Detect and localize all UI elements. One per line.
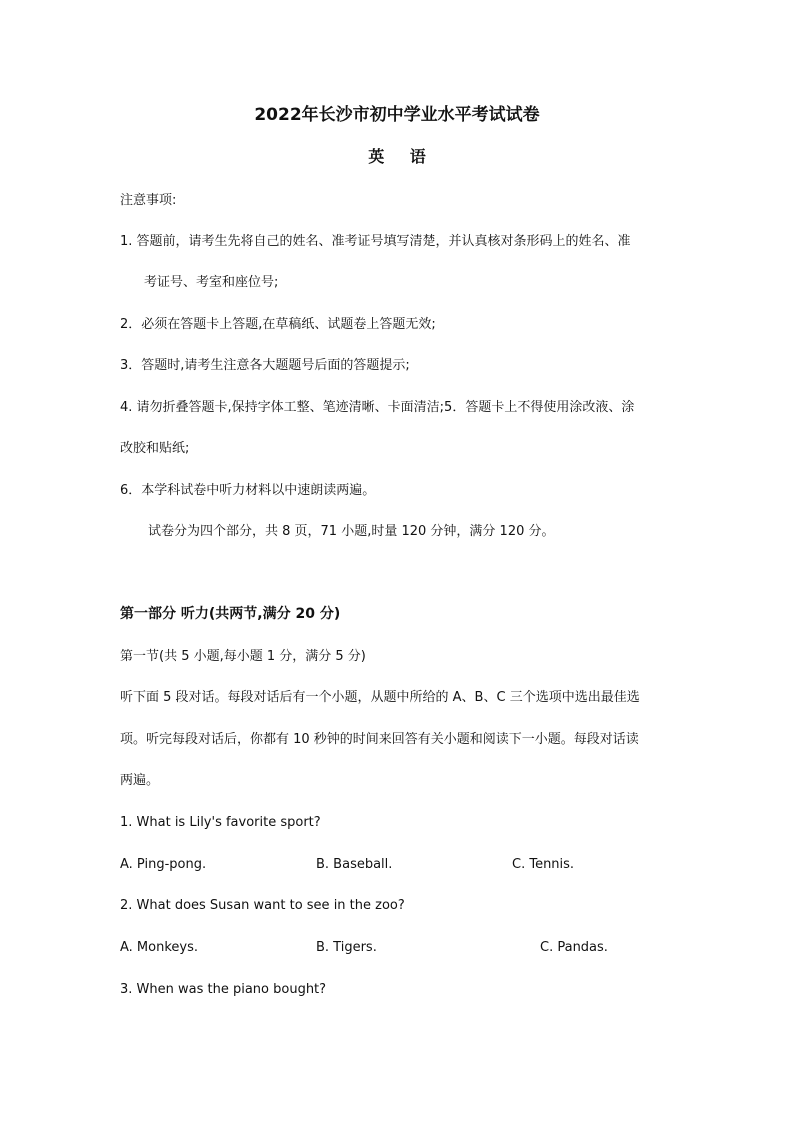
notice-item-4-line-1: 4. 请勿折叠答题卡,保持字体工整、笔迹清晰、卡面清洁;5．答题卡上不得使用涂改液、涂: [120, 400, 635, 415]
part1-instruction-line-1: 听下面 5 段对话。每段对话后有一个小题，从题中所给的 A、B、C 三个选项中选出最佳选: [120, 690, 640, 705]
notice-heading: 注意事项:: [120, 193, 177, 208]
subject-title: 英 语: [368, 147, 436, 166]
part1-heading: 第一部分 听力(共两节,满分 20 分): [120, 606, 341, 622]
notice-item-2: 2．必须在答题卡上答题,在草稿纸、试题卷上答题无效;: [120, 317, 436, 332]
question-1-option-a: A. Ping-pong.: [120, 857, 207, 872]
question-2-option-c: C. Pandas.: [540, 940, 608, 955]
part1-sub-heading: 第一节(共 5 小题,每小题 1 分，满分 5 分): [120, 649, 366, 664]
notice-item-1-line-2: 考证号、考室和座位号;: [144, 275, 279, 290]
notice-item-1-line-1: 1. 答题前，请考生先将自己的姓名、准考证号填写清楚，并认真核对条形码上的姓名、准: [120, 234, 631, 249]
question-2-option-b: B. Tigers.: [316, 940, 377, 955]
part1-instruction-line-2: 项。听完每段对话后，你都有 10 秒钟的时间来回答有关小题和阅读下一小题。每段对话读: [120, 732, 639, 747]
part1-instruction-line-3: 两遍。: [120, 773, 160, 788]
question-1-option-b: B. Baseball.: [316, 857, 393, 872]
question-1-option-c: C. Tennis.: [512, 857, 575, 872]
notice-item-6: 6．本学科试卷中听力材料以中速朗读两遍。: [120, 483, 376, 498]
notice-summary: 试卷分为四个部分，共 8 页，71 小题,时量 120 分钟，满分 120 分。: [148, 524, 555, 539]
question-3-stem: 3. When was the piano bought?: [120, 982, 327, 997]
notice-item-3: 3．答题时,请考生注意各大题题号后面的答题提示;: [120, 358, 410, 373]
question-2-option-a: A. Monkeys.: [120, 940, 198, 955]
notice-item-4-line-2: 改胶和贴纸;: [120, 441, 190, 456]
exam-title: 2022年长沙市初中学业水平考试试卷: [254, 105, 540, 125]
question-1-stem: 1. What is Lily's favorite sport?: [120, 815, 321, 830]
question-2-stem: 2. What does Susan want to see in the zoo?: [120, 898, 405, 913]
